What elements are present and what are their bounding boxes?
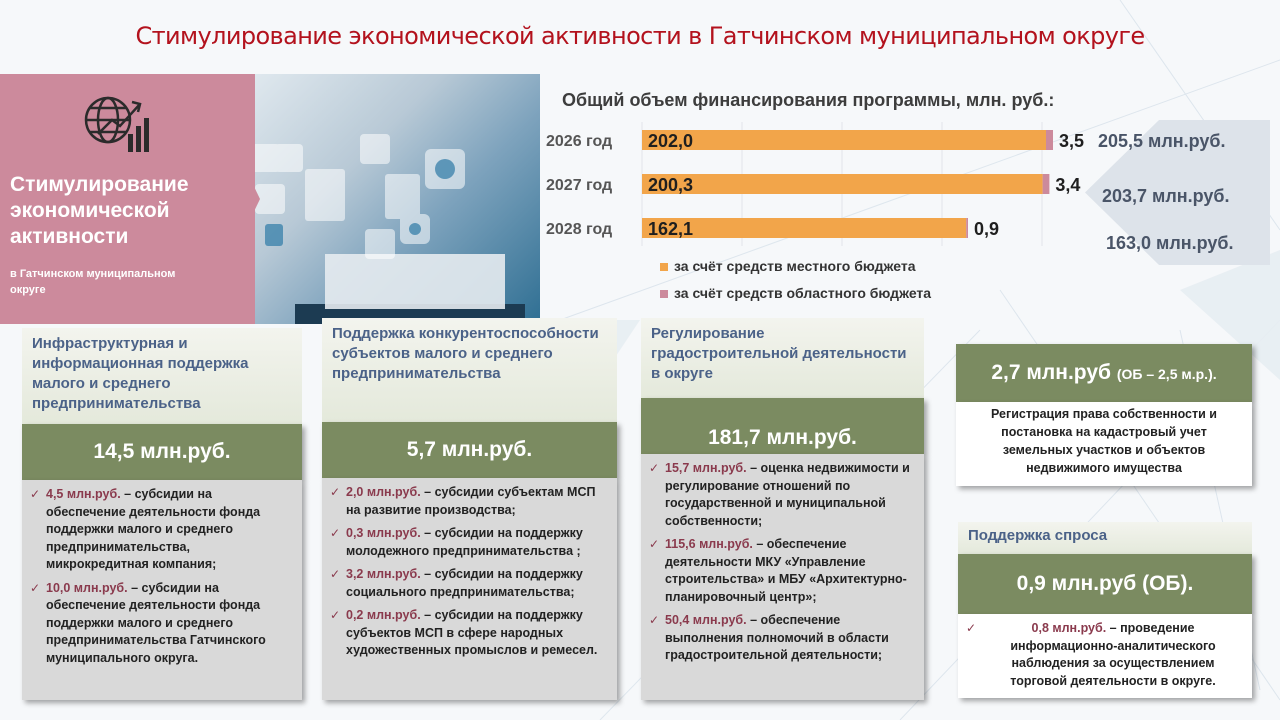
card-urban-body [641,454,924,700]
item-amount: 2,0 млн.руб. [346,485,421,499]
item-amount: 0,3 млн.руб. [346,526,421,540]
bar-local-label: 162,1 [648,219,694,239]
bar-regional-label: 3,4 [1055,175,1081,195]
list-item [330,566,609,601]
list-item [330,484,609,519]
globe-growth-chart-icon [80,90,152,154]
category-label: 2026 год [546,133,613,150]
financing-bar-chart [540,118,1100,248]
property-amount-note: (ОБ – 2,5 м.р.). [1116,366,1217,382]
item-amount: 10,0 млн.руб. [46,580,128,595]
legend-local-label: за счёт средств местного бюджета [674,258,916,274]
item-amount: 3,2 млн.руб. [346,567,421,581]
item-text: – субсидии субъектам МСП на развитие производства; [346,485,596,517]
card-property-amount [956,344,1252,402]
check-icon: ✓ [30,580,41,595]
item-text: – проведение информационно-аналитического наблюдения за осуществлением торговой деятельности в округе. [1010,621,1216,688]
item-text: – оценка недвижимости и регулирование отношений по государственной и муниципальной собственности; [665,461,910,528]
item-amount: 0,8 млн.руб. [1031,621,1107,635]
check-icon: ✓ [330,485,341,499]
bar-local-label: 202,0 [648,131,694,151]
card-infra-amount: 14,5 млн.руб. [22,424,302,480]
check-icon: ✓ [966,621,977,635]
card-property-text: Регистрация права собственности и постановка на кадастровый учет земельных участков и объектов недвижимого имущества [956,402,1252,486]
item-amount: 4,5 млн.руб. [46,487,121,501]
bar-regional-label: 3,5 [1059,131,1085,151]
list-item [330,607,609,660]
card-urban-amount: 181,7 млн.руб. [641,398,924,454]
item-amount: 115,6 млн.руб. [665,537,753,551]
list-item [966,620,1244,690]
card-infra-head: Инфраструктурная и информационная поддержка малого и среднего предпринимательства [22,328,302,424]
check-icon: ✓ [649,461,660,475]
legend-local [660,258,916,274]
card-compet-body [322,478,617,700]
check-icon: ✓ [649,537,660,551]
legend-regional-label: за счёт средств областного бюджета [674,285,932,301]
bar-local-label: 200,3 [648,175,694,195]
legend-regional [660,285,931,301]
list-item [649,612,916,665]
item-text: – субсидии на поддержку молодежного предпринимательства ; [346,526,583,558]
item-text: – субсидии на поддержку социального предпринимательства; [346,567,583,599]
hero-subheading: в Гатчинском муниципальном округе [10,268,176,296]
card-urban-head: Регулирование градостроительной деятельности в округе [641,318,924,398]
list-item [649,536,916,606]
bar-regional-label: 0,9 [974,219,1000,239]
category-label: 2028 год [546,221,613,238]
card-demand-head: Поддержка спроса [958,522,1252,554]
total-2027: 203,7 млн.руб. [1102,186,1230,206]
bar-local [642,130,1046,150]
check-icon: ✓ [330,526,341,540]
legend-regional-swatch [660,290,668,298]
card-infra-body [22,480,302,700]
card-compet-head: Поддержка конкурентоспособности субъектов малого и среднего предпринимательства [322,318,617,422]
bar-regional [1043,174,1050,194]
chart-title: Общий объем финансирования программы, млн. руб.: [562,90,1055,110]
item-text: – субсидии на поддержку субъектов МСП в сфере народных художественных промыслов и ремесел. [346,608,598,657]
page-title: Стимулирование экономической активности в Гатчинском муниципальном округе [135,22,1145,50]
total-2026: 205,5 млн.руб. [1098,131,1226,151]
bar-regional [966,218,968,238]
property-amount-main: 2,7 млн.руб [991,361,1117,384]
check-icon: ✓ [649,613,660,627]
item-amount: 0,2 млн.руб. [346,608,421,622]
card-compet-amount: 5,7 млн.руб. [322,422,617,478]
check-icon: ✓ [30,487,41,501]
legend-local-swatch [660,263,668,271]
item-text: – обеспечение выполнения полномочий в области градостроительной деятельности; [665,613,889,662]
check-icon: ✓ [330,608,341,622]
item-text: – субсидии на обеспечение деятельности фонда поддержки малого и среднего предпринимательства Гатчинского муниципального округа. [46,580,266,665]
card-demand-amount: 0,9 млн.руб (ОБ). [958,554,1252,614]
list-item [330,525,609,560]
hero-heading: Стимулирование экономической активности [10,173,189,248]
bar-local [642,174,1043,194]
bar-regional [1046,130,1053,150]
category-label: 2027 год [546,177,613,194]
list-item [649,460,916,530]
item-amount: 15,7 млн.руб. [665,461,747,475]
card-demand-body [958,614,1252,698]
check-icon: ✓ [330,567,341,581]
item-text: – субсидии на обеспечение деятельности фонда поддержки малого и среднего предпринимательства, микрокредитная компания; [46,487,261,571]
total-2028: 163,0 млн.руб. [1106,233,1234,253]
item-amount: 50,4 млн.руб. [665,613,747,627]
hero-photo [255,74,540,324]
digital-icons-illustration [255,74,540,324]
list-item [30,486,294,574]
list-item [30,580,294,668]
item-text: – обеспечение деятельности МКУ «Управление строительства» и МБУ «Архитектурно-планировочный центр»; [665,537,907,604]
